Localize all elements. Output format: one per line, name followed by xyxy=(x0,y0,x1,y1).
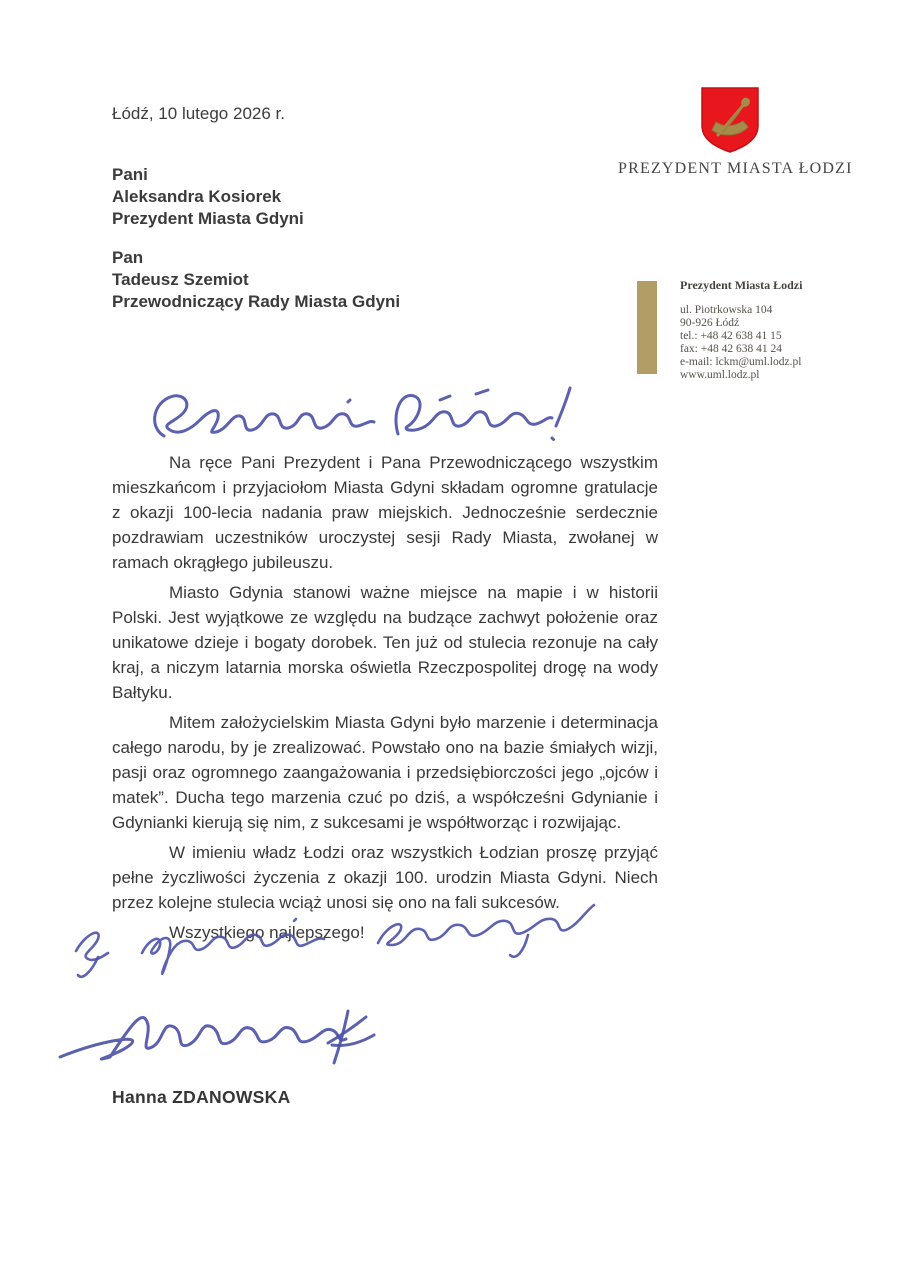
recipient-salutation: Pani xyxy=(112,165,148,184)
signer-name: Hanna ZDANOWSKA xyxy=(112,1087,291,1107)
recipient-block-2 xyxy=(112,247,400,313)
recipient-name: Tadeusz Szemiot xyxy=(112,270,249,289)
lodz-coat-of-arms-icon xyxy=(699,86,761,154)
signature xyxy=(52,995,407,1092)
paragraph: Mitem założycielskim Miasta Gdyni było marzenie i determinacja całego narodu, by je zrealizować. Powstało ono na bazie śmiałych wizji, pasji oraz ogromnego zaangażowania i przedsiębiorczości jego „ojców i matek”. Ducha tego marzenia czuć po dziś, a współcześni Gdynianie i Gdynianki kierują się nim, z sukcesami je współtworząc i rozwijając. xyxy=(112,713,658,832)
recipient-salutation: Pan xyxy=(112,248,144,267)
sender-contact-block xyxy=(637,278,847,382)
sender-address-line2: 90-926 Łódź xyxy=(680,317,740,329)
sender-website: www.uml.lodz.pl xyxy=(680,369,760,381)
sender-logo xyxy=(618,86,853,178)
emblem-caption: PREZYDENT MIASTA ŁODZI xyxy=(618,160,853,177)
sender-fax: fax: +48 42 638 41 24 xyxy=(680,343,782,355)
recipient-title: Przewodniczący Rady Miasta Gdyni xyxy=(112,292,401,311)
sender-address-line1: ul. Piotrkowska 104 xyxy=(680,304,773,316)
recipient-name: Aleksandra Kosiorek xyxy=(112,187,282,206)
sender-tel: tel.: +48 42 638 41 15 xyxy=(680,330,782,342)
paragraph: W imieniu władz Łodzi oraz wszystkich Łodzian proszę przyjąć pełne życzliwości życzenia z okazji 100. urodzin Miasta Gdyni. Niech przez kolejne stulecia wciąż unosi się ono na fali sukcesów. xyxy=(112,843,658,912)
recipient-title: Prezydent Miasta Gdyni xyxy=(112,209,304,228)
paragraph: Miasto Gdynia stanowi ważne miejsce na mapie i w historii Polski. Jest wyjątkowe ze względu na budzące zachwyt położenie oraz unikatowe dzieje i bogaty dorobek. Ten już od stulecia rezonuje na cały kraj, a niczym latarnia morska oświetla Rzeczpospolitej drogę na wody Bałtyku. xyxy=(112,583,658,702)
date-line: Łódź, 10 lutego 2026 r. xyxy=(112,104,285,123)
handwritten-closing xyxy=(58,893,603,998)
recipient-block-1 xyxy=(112,164,304,230)
gold-accent-bar xyxy=(637,281,657,374)
handwritten-salutation xyxy=(140,376,580,459)
sender-email: e-mail: lckm@uml.lodz.pl xyxy=(680,356,802,368)
sender-title: Prezydent Miasta Łodzi xyxy=(680,278,803,292)
closing-line: Wszystkiego najlepszego! xyxy=(169,923,365,942)
paragraph: Na ręce Pani Prezydent i Pana Przewodniczącego wszystkim mieszkańcom i przyjaciołom Miasta Gdyni składam ogromne gratulacje z okazji 100-lecia nadania praw miejskich. Jednocześnie serdecznie pozdrawiam uczestników uroczystej sesji Rady Miasta, zwołanej w ramach okrągłego jubileuszu. xyxy=(112,453,658,572)
letter-body xyxy=(112,450,658,945)
